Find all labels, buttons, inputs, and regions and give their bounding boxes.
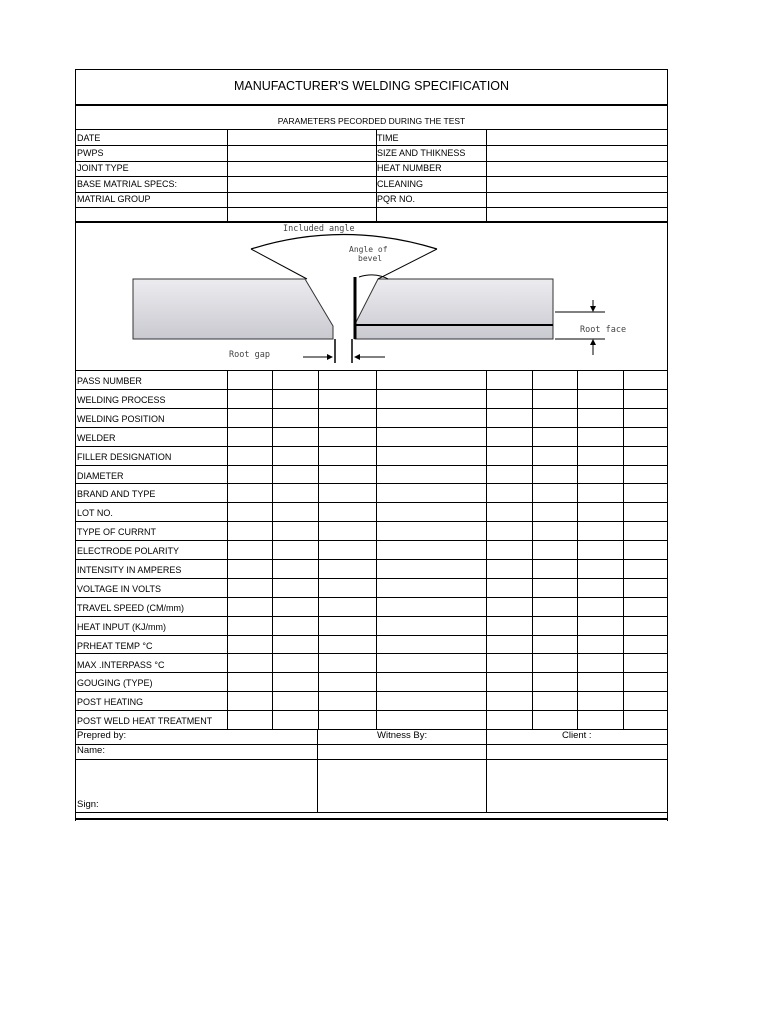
info-value-left[interactable] [227,192,375,207]
frame-left [75,69,76,821]
param-value-cell[interactable] [533,390,577,408]
param-value-cell[interactable] [624,541,667,559]
param-value-cell[interactable] [319,579,376,597]
signoff-row-line [75,759,668,760]
param-value-cell[interactable] [377,503,486,521]
param-value-cell[interactable] [624,371,667,389]
root-gap-label: Root gap [229,350,270,360]
param-value-cell[interactable] [319,484,376,502]
info-value-right[interactable] [487,192,667,207]
param-value-cell[interactable] [487,484,532,502]
param-label: INTENSITY IN AMPERES [77,565,182,575]
param-col-line [577,370,578,729]
sign-label: Sign: [77,799,99,810]
info-col-line [376,130,377,222]
param-label: WELDING POSITION [77,414,165,424]
included-angle-label: Included angle [283,224,355,234]
info-value-left[interactable] [227,130,375,145]
param-value-cell[interactable] [228,711,272,729]
param-value-cell[interactable] [273,541,318,559]
param-value-cell[interactable] [533,636,577,654]
prepared-sign-field[interactable] [76,760,317,812]
param-value-cell[interactable] [487,560,532,578]
param-value-cell[interactable] [319,503,376,521]
param-value-cell[interactable] [578,466,623,484]
param-col-line [376,370,377,729]
info-label-left: PWPS [77,148,104,158]
param-value-cell[interactable] [377,655,486,673]
info-value-left[interactable] [227,161,375,176]
client-field[interactable] [487,744,667,812]
param-value-cell[interactable] [487,617,532,635]
param-value-cell[interactable] [533,447,577,465]
param-value-cell[interactable] [377,428,486,446]
param-value-cell[interactable] [578,522,623,540]
bevel-angle-label-1: Angle of [349,245,388,254]
param-value-cell[interactable] [624,447,667,465]
param-value-cell[interactable] [319,428,376,446]
param-value-cell[interactable] [487,598,532,616]
param-value-cell[interactable] [273,428,318,446]
param-value-cell[interactable] [377,692,486,710]
param-value-cell[interactable] [319,390,376,408]
param-value-cell[interactable] [273,371,318,389]
info-label-left: DATE [77,133,101,143]
param-label: HEAT INPUT (KJ/mm) [77,622,167,632]
param-value-cell[interactable] [487,579,532,597]
param-value-cell[interactable] [624,711,667,729]
param-value-cell[interactable] [273,692,318,710]
param-value-cell[interactable] [228,447,272,465]
param-value-cell[interactable] [319,636,376,654]
param-value-cell[interactable] [377,466,486,484]
param-label: POST HEATING [77,697,144,707]
param-value-cell[interactable] [487,655,532,673]
param-label: LOT NO. [77,508,113,518]
param-value-cell[interactable] [273,655,318,673]
param-label: VOLTAGE IN VOLTS [77,584,162,594]
param-value-cell[interactable] [228,692,272,710]
welding-spec-form [75,69,668,821]
param-value-cell[interactable] [377,409,486,427]
param-value-cell[interactable] [228,522,272,540]
param-value-cell[interactable] [533,560,577,578]
param-value-cell[interactable] [624,522,667,540]
param-value-cell[interactable] [273,466,318,484]
param-value-cell[interactable] [273,598,318,616]
param-value-cell[interactable] [228,579,272,597]
param-value-cell[interactable] [487,541,532,559]
param-value-cell[interactable] [228,560,272,578]
param-label: BRAND AND TYPE [77,489,156,499]
signoff-row-line [75,744,668,745]
root-face-label: Root face [580,325,627,335]
param-value-cell[interactable] [624,579,667,597]
param-value-cell[interactable] [273,617,318,635]
param-value-cell[interactable] [377,447,486,465]
param-value-cell[interactable] [533,466,577,484]
param-col-line [227,370,228,729]
param-value-cell[interactable] [319,560,376,578]
param-value-cell[interactable] [624,692,667,710]
param-label: POST WELD HEAT TREATMENT [77,716,213,726]
param-value-cell[interactable] [487,692,532,710]
param-value-cell[interactable] [273,503,318,521]
param-value-cell[interactable] [228,390,272,408]
param-value-cell[interactable] [377,560,486,578]
prepared-name-field[interactable] [227,744,317,758]
param-value-cell[interactable] [273,711,318,729]
info-label-right: SIZE AND THIKNESS [377,148,466,158]
info-label-right: TIME [377,133,399,143]
param-value-cell[interactable] [578,692,623,710]
param-value-cell[interactable] [319,409,376,427]
param-value-cell[interactable] [578,655,623,673]
param-value-cell[interactable] [319,598,376,616]
param-value-cell[interactable] [624,655,667,673]
param-value-cell[interactable] [533,503,577,521]
param-value-cell[interactable] [273,673,318,691]
param-value-cell[interactable] [319,466,376,484]
param-value-cell[interactable] [578,673,623,691]
param-value-cell[interactable] [319,617,376,635]
param-value-cell[interactable] [624,636,667,654]
param-value-cell[interactable] [273,579,318,597]
param-label: DIAMETER [77,471,124,481]
param-value-cell[interactable] [624,598,667,616]
param-value-cell[interactable] [533,617,577,635]
param-value-cell[interactable] [228,503,272,521]
param-value-cell[interactable] [624,673,667,691]
param-value-cell[interactable] [533,579,577,597]
bevel-angle-label-2: bevel [358,254,383,263]
param-label: WELDING PROCESS [77,395,166,405]
param-value-cell[interactable] [487,390,532,408]
param-col-line [486,370,487,729]
witness-by-label: Witness By: [377,730,428,741]
param-value-cell[interactable] [533,692,577,710]
param-value-cell[interactable] [273,390,318,408]
param-value-cell[interactable] [377,711,486,729]
param-value-cell[interactable] [487,711,532,729]
param-value-cell[interactable] [487,409,532,427]
signoff-row-line [75,812,668,813]
param-label: WELDER [77,433,116,443]
param-value-cell[interactable] [228,409,272,427]
param-value-cell[interactable] [487,466,532,484]
title-divider [75,104,668,106]
param-col-line [318,370,319,729]
param-value-cell[interactable] [273,447,318,465]
info-value-left[interactable] [227,207,375,222]
param-value-cell[interactable] [533,428,577,446]
param-value-cell[interactable] [319,692,376,710]
name-label: Name: [77,745,105,756]
param-value-cell[interactable] [578,371,623,389]
info-value-left[interactable] [227,176,375,191]
signoff-col-line [317,729,318,812]
param-value-cell[interactable] [273,409,318,427]
info-col-line [486,130,487,222]
param-value-cell[interactable] [624,560,667,578]
info-value-left[interactable] [227,145,375,160]
param-value-cell[interactable] [487,673,532,691]
info-value-right[interactable] [487,145,667,160]
frame-right [667,69,668,821]
param-value-cell[interactable] [533,541,577,559]
info-value-right[interactable] [487,161,667,176]
param-value-cell[interactable] [533,673,577,691]
param-label: GOUGING (TYPE) [77,678,153,688]
param-value-cell[interactable] [578,598,623,616]
param-value-cell[interactable] [624,409,667,427]
param-value-cell[interactable] [319,673,376,691]
param-value-cell[interactable] [377,371,486,389]
param-value-cell[interactable] [228,673,272,691]
info-label-left: MATRIAL GROUP [77,194,151,204]
param-value-cell[interactable] [578,484,623,502]
param-value-cell[interactable] [377,598,486,616]
param-value-cell[interactable] [228,541,272,559]
client-label: Client : [562,730,592,741]
form-subtitle: PARAMETERS PECORDED DURING THE TEST [277,116,466,126]
param-value-cell[interactable] [578,409,623,427]
witness-field[interactable] [318,744,486,812]
param-value-cell[interactable] [319,371,376,389]
param-value-cell[interactable] [624,503,667,521]
param-value-cell[interactable] [578,711,623,729]
param-value-cell[interactable] [228,428,272,446]
param-label: TYPE OF CURRNT [77,527,157,537]
param-value-cell[interactable] [533,484,577,502]
info-col-line [227,130,228,222]
param-value-cell[interactable] [578,617,623,635]
param-value-cell[interactable] [319,655,376,673]
param-value-cell[interactable] [228,598,272,616]
param-value-cell[interactable] [533,598,577,616]
weld-joint-diagram [75,222,668,370]
param-value-cell[interactable] [228,466,272,484]
param-value-cell[interactable] [578,447,623,465]
param-value-cell[interactable] [377,673,486,691]
info-label-right: HEAT NUMBER [377,163,442,173]
param-value-cell[interactable] [228,617,272,635]
param-value-cell[interactable] [578,541,623,559]
param-value-cell[interactable] [273,522,318,540]
param-value-cell[interactable] [228,636,272,654]
param-value-cell[interactable] [228,655,272,673]
param-col-line [532,370,533,729]
param-value-cell[interactable] [319,447,376,465]
param-value-cell[interactable] [487,371,532,389]
param-value-cell[interactable] [377,579,486,597]
param-value-cell[interactable] [624,428,667,446]
param-label: PRHEAT TEMP °C [77,641,153,651]
param-value-cell[interactable] [487,636,532,654]
param-value-cell[interactable] [487,503,532,521]
frame-top [75,69,668,70]
prepared-by-label: Prepred by: [77,730,127,741]
param-label: ELECTRODE POLARITY [77,546,180,556]
param-value-cell[interactable] [273,484,318,502]
param-value-cell[interactable] [533,371,577,389]
param-value-cell[interactable] [377,522,486,540]
param-col-line [623,370,624,729]
param-value-cell[interactable] [578,579,623,597]
right-plate [355,279,553,339]
frame-bottom [75,818,668,820]
form-title: MANUFACTURER'S WELDING SPECIFICATION [233,79,510,93]
param-value-cell[interactable] [578,503,623,521]
param-value-cell[interactable] [319,711,376,729]
param-label: TRAVEL SPEED (CM/mm) [77,603,185,613]
left-plate [133,279,333,339]
param-value-cell[interactable] [273,636,318,654]
info-value-right[interactable] [487,176,667,191]
param-label: FILLER DESIGNATION [77,452,172,462]
param-value-cell[interactable] [533,711,577,729]
param-value-cell[interactable] [624,466,667,484]
param-value-cell[interactable] [228,371,272,389]
param-value-cell[interactable] [487,522,532,540]
param-value-cell[interactable] [578,428,623,446]
param-value-cell[interactable] [377,541,486,559]
param-value-cell[interactable] [533,522,577,540]
param-value-cell[interactable] [624,484,667,502]
param-value-cell[interactable] [228,484,272,502]
param-value-cell[interactable] [624,390,667,408]
param-value-cell[interactable] [319,522,376,540]
param-label: PASS NUMBER [77,376,142,386]
param-value-cell[interactable] [533,655,577,673]
param-value-cell[interactable] [578,390,623,408]
param-label: MAX .INTERPASS °C [77,660,165,670]
param-value-cell[interactable] [487,447,532,465]
param-value-cell[interactable] [377,390,486,408]
info-label-left: JOINT TYPE [77,163,129,173]
param-value-cell[interactable] [319,541,376,559]
signoff-col-line [486,729,487,812]
param-value-cell[interactable] [377,617,486,635]
param-value-cell[interactable] [533,409,577,427]
info-label-right: CLEANING [377,179,424,189]
info-label-right: PQR NO. [377,194,416,204]
param-value-cell[interactable] [377,636,486,654]
param-value-cell[interactable] [273,560,318,578]
param-value-cell[interactable] [578,636,623,654]
info-value-right[interactable] [487,207,667,222]
info-label-left: BASE MATRIAL SPECS: [77,179,178,189]
param-col-line [272,370,273,729]
param-value-cell[interactable] [624,617,667,635]
info-value-right[interactable] [487,130,667,145]
param-value-cell[interactable] [377,484,486,502]
param-value-cell[interactable] [578,560,623,578]
param-value-cell[interactable] [487,428,532,446]
